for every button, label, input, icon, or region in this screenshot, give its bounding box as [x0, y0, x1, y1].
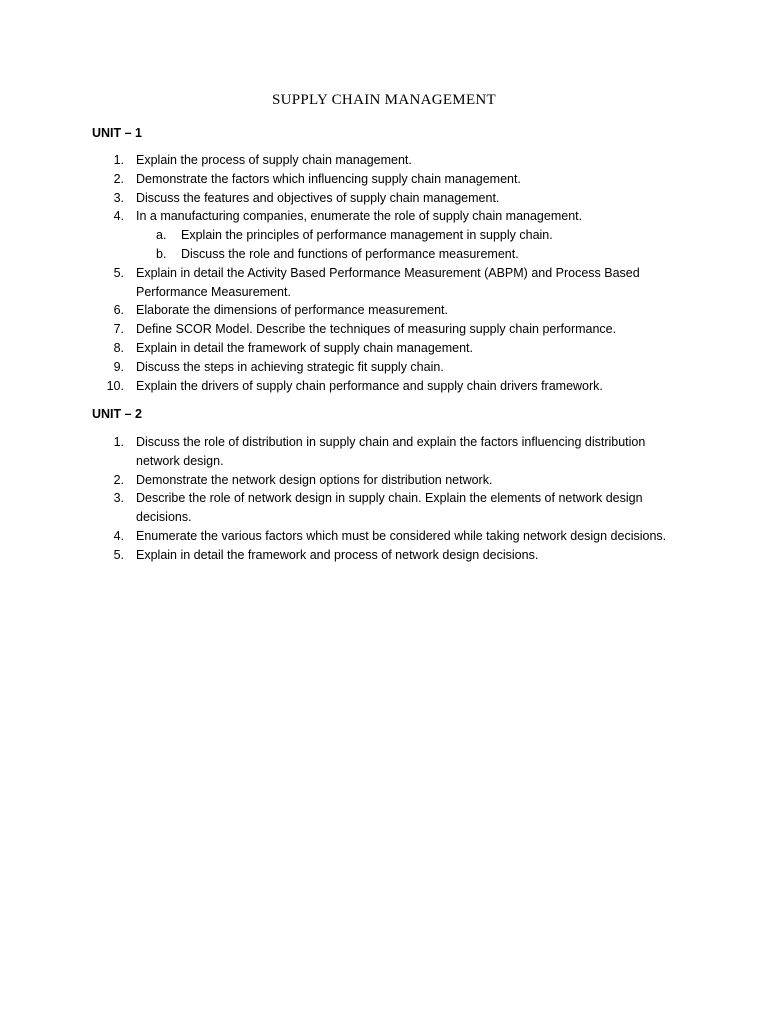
sub-question-text: Explain the principles of performance management in supply chain.: [181, 228, 553, 243]
question-text: Demonstrate the factors which influencing supply chain management.: [136, 171, 521, 186]
question-number: 1.: [113, 153, 124, 167]
sub-question-list: [136, 226, 692, 264]
unit-2-heading: UNIT – 2: [92, 407, 143, 421]
question-item: [92, 264, 692, 302]
question-item: [92, 320, 692, 339]
question-item: [92, 358, 692, 377]
question-number: 3.: [113, 190, 124, 205]
sub-question-text: Discuss the role and functions of performance measurement.: [181, 246, 519, 261]
question-text: Demonstrate the network design options for distribution network.: [136, 472, 493, 487]
unit-1-question-list: [92, 151, 692, 395]
question-text: Describe the role of network design in supply chain. Explain the elements of network design decisions.: [136, 491, 643, 525]
question-item: [92, 377, 692, 396]
question-item: [92, 339, 692, 358]
question-text: Explain the process of supply chain management.: [136, 153, 412, 167]
sub-question-letter: a.: [156, 228, 167, 243]
question-number: 2.: [113, 171, 124, 186]
question-text: Enumerate the various factors which must be considered while taking network design decisions.: [136, 528, 667, 543]
question-item: [92, 546, 692, 565]
sub-question-item: [136, 226, 692, 245]
question-number: 4.: [113, 209, 124, 224]
question-item: [92, 471, 692, 490]
sub-question-item: [136, 245, 692, 264]
page-title: SUPPLY CHAIN MANAGEMENT: [271, 92, 497, 108]
question-item: [92, 527, 692, 546]
question-number: 5.: [113, 547, 124, 562]
unit-2-question-list: [92, 433, 692, 565]
question-text: Explain the drivers of supply chain performance and supply chain drivers framework.: [136, 378, 603, 393]
question-number: 7.: [113, 322, 124, 337]
question-text: Elaborate the dimensions of performance measurement.: [136, 303, 448, 318]
sub-question-letter: b.: [156, 246, 167, 261]
question-text: Discuss the role of distribution in supply chain and explain the factors influencing distribution network design.: [136, 435, 646, 468]
question-number: 6.: [113, 303, 124, 318]
question-number: 9.: [113, 359, 124, 374]
question-item: [92, 151, 692, 170]
question-text: Explain in detail the framework of supply chain management.: [136, 340, 473, 355]
question-text: In a manufacturing companies, enumerate the role of supply chain management.: [136, 209, 583, 224]
question-text: Define SCOR Model. Describe the techniques of measuring supply chain performance.: [136, 322, 617, 337]
question-number: 1.: [113, 435, 124, 449]
question-number: 2.: [113, 472, 124, 487]
question-number: 4.: [113, 528, 124, 543]
unit-1-heading: UNIT – 1: [92, 126, 143, 140]
question-item: [92, 433, 692, 471]
question-text: Discuss the steps in achieving strategic fit supply chain.: [136, 359, 444, 374]
question-text: Explain in detail the framework and process of network design decisions.: [136, 547, 539, 562]
question-item: [92, 170, 692, 189]
question-number: 3.: [113, 491, 124, 506]
question-item: [92, 301, 692, 320]
question-text: Explain in detail the Activity Based Performance Measurement (ABPM) and Process Based Performance Measurement.: [136, 265, 640, 299]
question-item: [92, 489, 692, 527]
question-text: Discuss the features and objectives of supply chain management.: [136, 190, 500, 205]
question-number: 10.: [106, 378, 124, 393]
question-number: 5.: [113, 265, 124, 280]
question-number: 8.: [113, 340, 124, 355]
question-item: [92, 189, 692, 208]
question-item: [92, 207, 692, 263]
